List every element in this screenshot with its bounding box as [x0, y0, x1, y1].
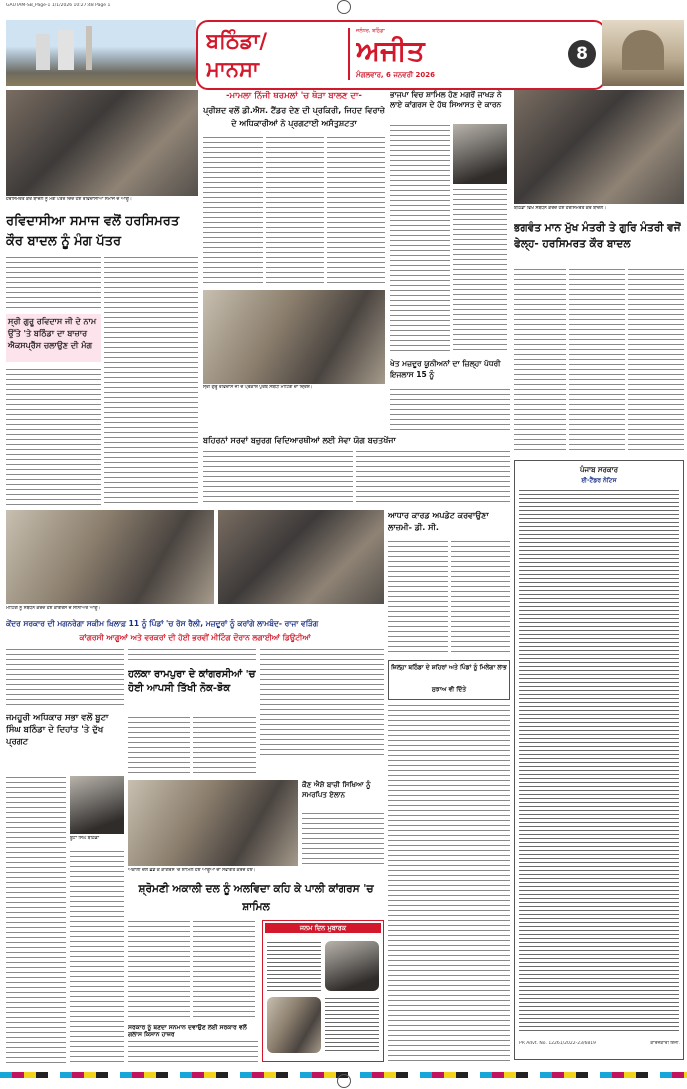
center-lower-intro: [128, 648, 256, 664]
left-pull-quote: ਸ੍ਰੀ ਗੁਰੂ ਰਵਿਦਾਸ ਜੀ ਦੇ ਨਾਮ ਉੱਤੇ 'ਤੇ ਬਠਿੰਡਾ ਦਾ ਬਾਜ਼ਾਰ ਐਕਸਪ੍ਰੈੱਸ ਚਲਾਉਣ ਦੀ ਮੰਗ: [6, 314, 101, 362]
small-box-headline: ਜ਼ਿਲ੍ਹਾ ਬਠਿੰਡਾ ਦੇ ਸ਼ਹਿਰਾਂ ਅਤੇ ਪਿੰਡਾਂ ਨੂੰ ਮਿਲੇਗਾ ਲਾਭ: [391, 664, 507, 671]
center-lower-col1: [128, 920, 190, 1020]
banner-subheadline: ਕਾਂਗਰਸੀ ਆਗੂਆਂ ਅਤੇ ਵਰਕਰਾਂ ਦੀ ਹੋਈ ਭਰਵੀਂ ਮੀਟਿੰਗ ਦੌਰਾਨ ਲਗਾਈਆਂ ਡਿਊਟੀਆਂ: [79, 633, 311, 642]
left-body-col2: [104, 256, 198, 506]
city-tag: ਜਲੰਧਰ, ਬਠਿੰਡਾ: [356, 28, 385, 34]
photo-birthday-child-2: [267, 997, 321, 1053]
masthead-image-right: [602, 20, 684, 86]
mid-headline-2: ਬਹਿਰਨਾਂ ਸਰਵਾਂ ਬਜ਼ੁਰਗ ਵਿਦਿਆਰਥੀਆਂ ਲਈ ਸੇਵਾ ਯੋਗ ਬਚਤਖੇਂਜਾ: [203, 436, 396, 445]
masthead-divider: [348, 28, 350, 80]
small-box-sub: ਸੁਝਾਅ ਵੀ ਦਿੱਤੇ: [431, 686, 467, 693]
left-lower-col2: [70, 850, 124, 1066]
center-lower-col2: [193, 920, 255, 1020]
print-meta-line: GAUTAM-SB_Page-1 1/1/2026 10:27:48 Page 1: [6, 3, 111, 8]
birthday-text-1: [267, 941, 321, 991]
left-body-col1b: [6, 368, 101, 506]
caption-banner: ਮੀਟਿੰਗ ਨੂੰ ਸੰਬੋਧਨ ਕਰਦੇ ਹੋਏ ਕਾਂਗਰਸ ਦੇ ਸੀਨੀਅਰ ਆਗੂ।: [6, 606, 101, 611]
caption-mid-left: ਸ੍ਰੀ ਗੁਰੂ ਰਵਿਦਾਸ ਜੀ ਦੇ ਪ੍ਰਕਾਸ਼ ਪੁਰਬ ਸਬੰਧੀ ਮੀਟਿੰਗ ਦਾ ਦ੍ਰਿਸ਼।: [203, 385, 313, 390]
top-center-col2: [266, 136, 324, 286]
banner-headline: ਕੇਂਦਰ ਸਰਕਾਰ ਦੀ ਮਗਨਰੇਗਾ ਸਕੀਮ ਖ਼ਿਲਾਫ਼ 11 ਨੂੰ ਪਿੰਡਾਂ 'ਚ ਰੋਸ ਰੈਲੀ, ਮਜ਼ਦੂਰਾਂ ਨੂੰ ਕਰਾਂਗੇ ਲਾਮਬੰਦ- ਰਾਜਾ ਵੜਿੰਗ: [6, 619, 319, 628]
far-right-headline: ਭਗਵੰਤ ਮਾਨ ਮੁੱਖ ਮੰਤਰੀ ਤੇ ਗੁਰਿ ਮੰਤਰੀ ਵਜੋਂ ਫੇਲ੍ਹ- ਹਰਸਿਮਰਤ ਕੌਰ ਬਾਦਲ: [514, 222, 681, 250]
top-center-col3: [327, 136, 385, 286]
top-center-headline: ਪ੍ਰੀਸ਼ਦ ਵਲੋਂ ਡੀ.ਐਸ. ਟੈਂਡਰ ਦੇਣ ਦੀ ਪ੍ਰਕਿਰੀ, ਜਿਹਦ ਵਿਰਾਜ਼ੇ ਦੇ ਅਧਿਕਾਰੀਆਂ ਨੇ ਪ੍ਰਗਟਾਈ ਅਸੰਤੁਸ਼ਟਤਾ: [203, 106, 385, 128]
right-small-headline: ਕੌਣ ਐਸ਼ੋ ਬਾਜ਼ੀ ਸਿਖਿਆ ਨੂੰ ਸਮਰਪਿਤ ਏਲਾਨ: [302, 781, 371, 799]
far-right-col1: [514, 268, 566, 454]
far-right-col3: [628, 268, 684, 454]
top-right-col2: [453, 188, 507, 354]
center-col2: [193, 716, 256, 776]
left-lower-col1a: [6, 648, 124, 708]
mid2-col2: [356, 450, 510, 504]
notice-number: PR Advt. No. 12261/2022-23/6819: [519, 1041, 596, 1046]
photo-portrait: [453, 124, 507, 184]
registration-mark: [337, 0, 351, 14]
mid-body: [390, 388, 510, 430]
page-number: 8: [568, 40, 596, 68]
far-right-col2: [569, 268, 625, 454]
issue-date: ਮੰਗਲਵਾਰ, 6 ਜਨਵਰੀ 2026: [356, 71, 436, 79]
bottom-center-body: [128, 1040, 258, 1064]
right-mid-headline: ਆਧਾਰ ਕਾਰਡ ਅਪਡੇਟ ਕਰਵਾਉਣਾ ਲਾਜ਼ਮੀ- ਡੀ. ਸੀ.: [388, 511, 489, 532]
mid-headline: ਖੇਤ ਮਜ਼ਦੂਰ ਯੂਨੀਅਨਾਂ ਦਾ ਜ਼ਿਲ੍ਹਾ ਪੱਧਰੀ ਇਜਲਾਸ 15 ਨੂੰ: [390, 359, 501, 379]
top-right-headline: ਭਾਜਪਾ ਵਿਚ ਸ਼ਾਮਿਲ ਹੋਣ ਮਗਰੋਂ ਜਾਖੜ ਨੇ ਲਾਏ ਕਾਂਗਰਸ ਦੇ ਹੱਥ ਸਿਆਸਤ ਦੇ ਕਾਰਨ: [390, 90, 502, 109]
center-col1: [128, 716, 190, 776]
birthday-box: [262, 920, 384, 1062]
masthead-banner: [196, 20, 606, 90]
top-right-col1: [390, 124, 450, 354]
top-center-kicker: -ਮਾਮਲਾ ਨਿੱਜੀ ਥਰਮਲਾਂ 'ਚ ਥੋੜਾ ਬਾਲਣ ਦਾ-: [226, 91, 362, 101]
caption-buta-singh: ਬੂਟਾ ਸਿੰਘ ਬਠਿੰਡਾ: [70, 836, 100, 841]
left-lower-col1b: [6, 776, 66, 1066]
birthday-text-2: [325, 997, 379, 1053]
notice-footer: ਕਾਰਜਕਾਰੀ ਇੰਜੀ.: [650, 1041, 680, 1046]
section-right: ਮਾਨਸਾ: [206, 57, 259, 81]
photo-gurpurab-meeting: [203, 290, 385, 384]
photo-buta-singh: [70, 776, 124, 834]
notice-body: [519, 489, 679, 1034]
center-right-body: [260, 648, 384, 758]
right-mid-col2: [451, 540, 510, 656]
notice-dept: ਈ-ਟੈਂਡਰ ਨੋਟਿਸ: [581, 477, 617, 484]
photo-harsimrat: [514, 90, 684, 204]
photo-joining-ceremony: [128, 780, 298, 866]
tender-notice: [514, 460, 684, 1060]
small-box: [388, 660, 510, 700]
mid2-col1: [203, 450, 353, 504]
photo-congress-meeting-2: [218, 510, 384, 604]
right-mid-col1: [388, 540, 448, 656]
caption-joining: ਅਕਾਲੀ ਦਲ ਛੱਡ ਕੇ ਕਾਂਗਰਸ 'ਚ ਸ਼ਾਮਿਲ ਹੋਏ ਆਗੂਆਂ ਦਾ ਸਵਾਗਤ ਕਰਦੇ ਹੋਏ।: [128, 868, 256, 873]
caption-top-left: ਹਰਸਿਮਰਤ ਕੌਰ ਬਾਦਲ ਨੂੰ ਮੰਗ ਪੱਤਰ ਦਿੰਦੇ ਹੋਏ ਰਵਿਦਾਸੀਆ ਸਮਾਜ ਦੇ ਆਗੂ।: [6, 197, 132, 202]
left-body-col1: [6, 256, 101, 310]
top-center-col1: [203, 136, 263, 286]
caption-right-top: ਬਠਿੰਡਾ ਵਿਖੇ ਸੰਬੋਧਨ ਕਰਦੇ ਹੋਏ ਹਰਸਿਮਰਤ ਕੌਰ ਬਾਦਲ।: [514, 206, 607, 211]
photo-congress-meeting-1: [6, 510, 214, 604]
center-headline: ਹਲਕਾ ਰਾਮਪੁਰਾ ਦੇ ਕਾਂਗਰਸੀਆਂ 'ਚ ਹੋਈ ਆਪਸੀ ਤਿੱਖੀ ਨੋਕ-ਝੋਕ: [128, 669, 256, 694]
photo-birthday-child-1: [325, 941, 379, 991]
birthday-tag: ਜਨਮ ਦਿਨ ਮੁਬਾਰਕ: [265, 923, 381, 933]
left-lower-headline: ਜਮਹੂਰੀ ਅਧਿਕਾਰ ਸਭਾ ਵਲੋਂ ਬੂਟਾ ਸਿੰਘ ਬਠਿੰਡਾ ਦੇ ਦਿਹਾਂਤ 'ਤੇ ਦੁੱਖ ਪ੍ਰਗਟ: [6, 713, 109, 747]
right-center-long-body: [388, 704, 510, 1062]
section-left: ਬਠਿੰਡਾ/: [206, 29, 267, 53]
right-small-body: [302, 812, 384, 866]
bottom-center-headline: ਸਰਕਾਰ ਨੂੰ ਬਣਦਾ ਸਨਮਾਨ ਦਵਾਉਣ ਲਈ ਸਰਕਾਰ ਵਲੋਂ ਗਲਾਸ ਕਿਸਾਨ ਹਾਜ਼ਰ: [128, 1024, 247, 1038]
center-lower-headline: ਸ਼੍ਰੋਮਣੀ ਅਕਾਲੀ ਦਲ ਨੂੰ ਅਲਵਿਦਾ ਕਹਿ ਕੇ ਪਾਲੀ ਕਾਂਗਰਸ 'ਚ ਸ਼ਾਮਿਲ: [138, 883, 374, 913]
masthead-image-left: [6, 20, 196, 86]
left-headline: ਰਵਿਦਾਸੀਆ ਸਮਾਜ ਵਲੋਂ ਹਰਸਿਮਰਤ ਕੌਰ ਬਾਦਲ ਨੂੰ ਮੰਗ ਪੱਤਰ: [6, 214, 180, 249]
notice-title: ਪੰਜਾਬ ਸਰਕਾਰ: [579, 466, 618, 474]
photo-memorandum: [6, 90, 198, 196]
paper-name: ਅਜੀਤ: [356, 34, 425, 67]
registration-mark-bottom: [337, 1074, 351, 1088]
